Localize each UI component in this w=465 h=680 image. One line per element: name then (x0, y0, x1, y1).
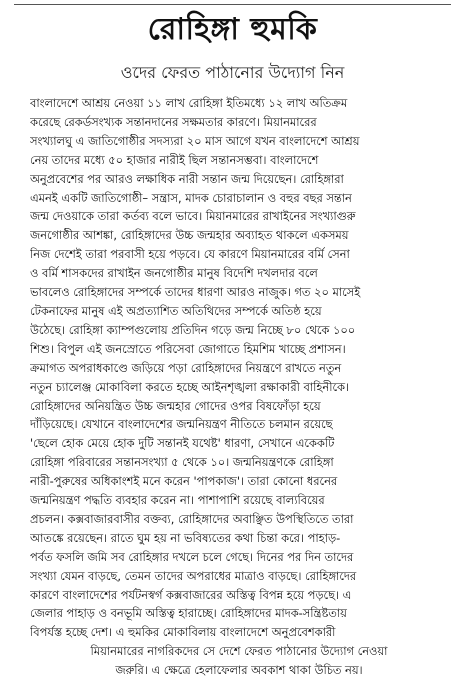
body-line: ক্রমাগত অপরাধকাণ্ডে জড়িয়ে পড়া রোহিঙ্গাদের নিয়ন্ত্রণে রাখতে নতুন (30, 360, 342, 375)
body-line: অনুপ্রবেশের পর আরও লক্ষাধিক নারী সন্তান জন্ম দিয়েছেন। রোহিঙ্গারা (30, 171, 344, 186)
body-line: মিয়ানমারের নাগরিকদের সে দেশে ফেরত পাঠানোর উদ্যোগ নেওয়া (90, 644, 388, 659)
body-line: জেলার পাহাড় ও বনভূমি অস্তিত্ব হারাচ্ছে। রোহিঙ্গাদের মাদক-সন্ত্রিষ্টতায় (30, 606, 347, 621)
body-line: ভাবলেও রোহিঙ্গাদের সম্পর্কে তাদের ধারণা আরও নাজুক। গত ২০ মাসেই (30, 285, 361, 300)
body-line: নেয় তাদের মধ্যে ৫০ হাজার নারীই ছিল সন্তানসম্ভবা। বাংলাদেশে (30, 152, 319, 167)
body-line: জন্মনিয়ন্ত্রণ পদ্ধতি ব্যবহার করেন না। পাশাপাশি রয়েছে বাল্যবিয়ের (30, 493, 325, 508)
body-line: জরুরি। এ ক্ষেত্রে হেলাফেলার অবকাশ থাকা উচিত নয়। (115, 663, 363, 678)
body-line: নারী-পুরুষের অধিকাংশই মনে করেন 'পাপকাজ'। তারা কোনো ধরনের (30, 474, 338, 489)
body-line: রোহিঙ্গা পরিবারের সন্তানসংখ্যা ৫ থেকে ১০। জন্মনিয়ন্ত্রণকে রোহিঙ্গা (30, 455, 334, 470)
body-line: প্রচলন। কক্সবাজারবাসীর বক্তব্য, রোহিঙ্গাদের অবাঞ্ছিত উপস্থিতিতে তারা (30, 511, 354, 526)
body-line: সংখ্যালঘু এ জাতিগোষ্ঠীর সদস্যরা ২০ মাস আগে যখন বাংলাদেশে আশ্রয় (30, 133, 360, 148)
body-line: কারণে বাংলাদেশের পর্যটনস্বর্গ কক্সবাজারের অস্তিত্ব বিপন্ন হয়ে পড়ছে। এ (30, 587, 352, 602)
body-line: সংখ্যা যেমন বাড়ছে, তেমন তাদের অপরাধের মাত্রাও বাড়ছে। রোহিঙ্গাদের (30, 568, 357, 583)
body-line: বিপর্যস্ত হচ্ছে দেশ। এ হুমকির মোকাবিলায় বাংলাদেশে অনুপ্রবেশকারী (30, 625, 336, 640)
body-line: দাঁড়িয়েছে। যেখানে বাংলাদেশের জন্মনিয়ন্ত্রণ নীতিতে চলমান রয়েছে (30, 417, 333, 432)
body-line: ও বর্মি শাসকদের রাখাইন জনগোষ্ঠীর মানুষ বিদেশি দখলদার বলে (30, 266, 318, 281)
headline: রোহিঙ্গা হুমকি (147, 12, 318, 47)
body-line: রোহিঙ্গাদের অনিয়ন্ত্রিত উচ্চ জন্মহার গোদের ওপর বিষফোঁড়া হয়ে (30, 398, 321, 413)
body-line: উঠেছে। রোহিঙ্গা ক্যাম্পগুলোয় প্রতিদিন গড়ে জন্ম নিচ্ছে ৮০ থেকে ১০০ (30, 322, 356, 337)
body-line: টেকনাফের মানুষ এই অপ্রত্যাশিত অতিথিদের সম্পর্কে অতিষ্ঠ হয়ে (30, 303, 322, 318)
body-line: পর্বত ফসলি জমি সব রোহিঙ্গার দখলে চলে গেছে। দিনের পর দিন তাদের (30, 549, 354, 564)
body-line: 'ছেলে হোক মেয়ে হোক দুটি সন্তানই যথেষ্ট' ধারণা, সেখানে একেকটি (30, 436, 335, 451)
body-line: আতঙ্কে রয়েছেন। রাতে ঘুম হয় না ভবিষ্যতের কথা চিন্তা করে। পাহাড়- (30, 530, 341, 545)
body-line: শিশু। বিপুল এই জনস্রোতে পরিসেবা জোগাতে হিমশিম খাচ্ছে প্রশাসন। (30, 341, 346, 356)
body-line: এমনই একটি জাতিগোষ্ঠী– সন্ত্রাস, মাদক চোরাচালান ও বহুর বছর সন্তান (30, 190, 352, 205)
body-line: নিজ দেশেই তারা পরবাসী হয়ে পড়বে। যে কারণে মিয়ানমারের বর্মি সেনা (30, 247, 350, 262)
body-line: করেছে রেকর্ডসংখ্যক সন্তানদানের সক্ষমতার কারণে। মিয়ানমারের (30, 114, 317, 129)
top-divider (14, 4, 451, 5)
body-line: জনগোষ্ঠীর আশঙ্কা, রোহিঙ্গাদের উচ্চ জন্মহার অব্যাহত থাকলে একসময় (30, 228, 349, 243)
subheadline: ওদের ফেরত পাঠানোর উদ্যোগ নিন (120, 63, 345, 82)
body-line: নতুন চ্যালেঞ্জ মোকাবিলা করতে হচ্ছে আইনশৃঙ্খলা রক্ষাকারী বাহিনীকে। (30, 379, 350, 394)
body-line: জন্ম দেওয়াকে তারা কর্তব্য বলে ভাবে। মিয়ানমারের রাখাইনের সংখ্যাগুরু (30, 209, 356, 224)
article-body (30, 94, 448, 680)
body-line: বাংলাদেশে আশ্রয় নেওয়া ১১ লাখ রোহিঙ্গা ইতিমধ্যে ১২ লাখ অতিক্রম (30, 96, 348, 110)
